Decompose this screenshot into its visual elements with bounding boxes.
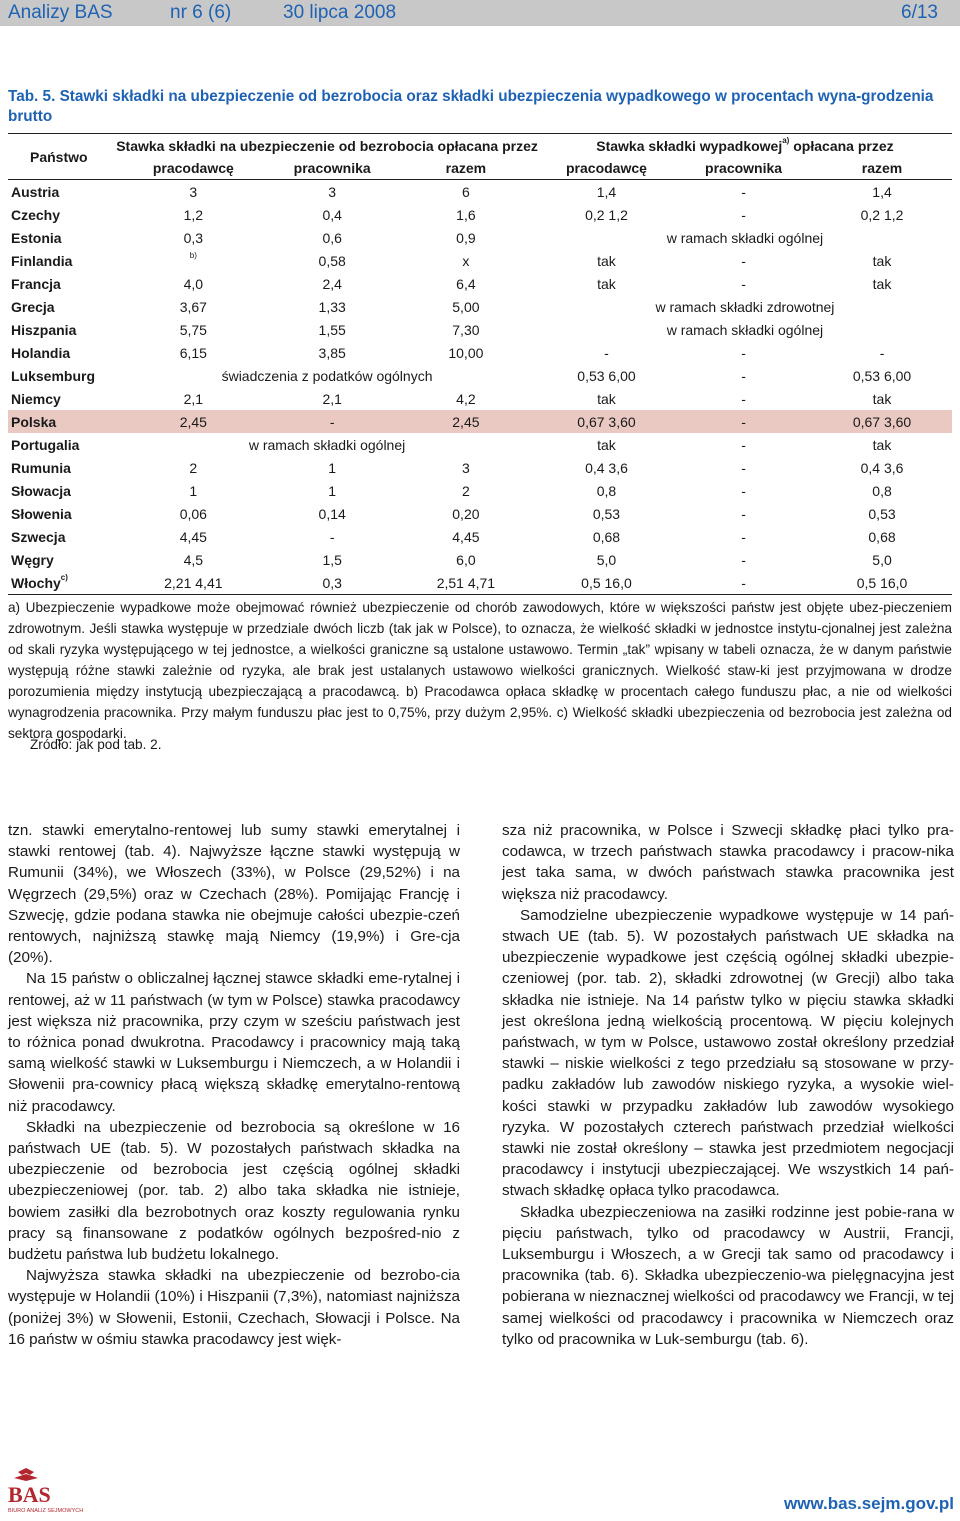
value-cell: 3,85: [318, 344, 346, 361]
value-cell: w ramach składki ogólnej: [666, 229, 824, 246]
table-row: [8, 456, 952, 479]
value-cell: -: [741, 505, 746, 522]
value-cell: 0,6: [322, 229, 342, 246]
value-cell: -: [741, 551, 746, 568]
value-cell: 1,2: [183, 206, 204, 223]
value-cell: 0,53: [868, 505, 896, 522]
value-cell: 0,5 16,0: [538, 571, 675, 595]
value-cell: -: [675, 410, 812, 433]
country-cell: Luksemburg: [11, 367, 96, 384]
table-row: [8, 571, 952, 595]
value-cell: -: [741, 183, 746, 200]
value-cell: 0,06: [179, 505, 207, 522]
country-cell: Grecja: [11, 298, 55, 315]
value-cell: 0,68: [868, 528, 896, 545]
value-cell: -: [741, 367, 746, 384]
value-cell: -: [329, 528, 335, 545]
group-accident-tail: opłacana przez: [789, 137, 894, 154]
value-cell: 5,00: [452, 298, 480, 315]
country-cell: Finlandia: [11, 252, 73, 269]
value-cell: -: [741, 482, 746, 499]
value-cell: 1,5: [322, 551, 342, 568]
value-cell: -: [604, 344, 609, 361]
value-cell: 0,4: [322, 206, 342, 223]
col-country-header: Państwo: [8, 134, 116, 180]
value-cell: 6,4: [456, 275, 476, 292]
value-cell: 1,4: [596, 183, 617, 200]
paragraph: tzn. stawki emerytalno-rentowej lub sumy stawki emerytalnej i stawki rentowej (tab. 4). Najwyższe łączne stawki występują w Rumunii (34%), we Włoszech (33%), w Polsce (29,52%) i na Węgrzech (29,5%) oraz w Czechach (28%). Pomijając Francję i Szwecję, gdzie podana stawka nie obejmuje całości ubezpie-czeń rentowych, najniższą stawkę mają Niemcy (19,9%) i Gre-cja (20%).: [8, 822, 460, 967]
value-cell: 0,2 1,2: [860, 206, 904, 223]
text-column-left: [8, 820, 460, 1350]
value-cell: 6,15: [179, 344, 207, 361]
value-cell: 2: [189, 459, 198, 476]
value-cell: 6,0: [456, 551, 476, 568]
table-row: [8, 548, 952, 571]
value-cell: 3: [328, 183, 337, 200]
value-cell: -: [270, 410, 393, 433]
value-cell: 0,20: [452, 505, 480, 522]
country-cell: Niemcy: [11, 390, 61, 407]
country-cell: Polska: [8, 410, 116, 433]
value-cell: -: [741, 528, 746, 545]
value-cell: 2,4: [322, 275, 342, 292]
footnote-mark: b): [189, 250, 197, 260]
table-row: [8, 341, 952, 364]
value-cell: 0,67 3,60: [538, 410, 675, 433]
value-cell: 0,14: [318, 505, 346, 522]
paragraph: Składka ubezpieczeniowa na zasiłki rodzinne jest pobie-rana w pięciu państwach, tylko od pracodawcy w Austrii, Francji, Luksemburgu i Włoszech, a w Grecji tak samo od pracodawcy i pracownika (tab. 6). Składka ubezpieczenio-wa pielęgnacyjna jest pobierana w nieznacznej wielkości od pracodawcy we Francji, w tej samej wielkości od pracodawcy i pracownika w Niemczech oraz tylko od pracownika w Luk-semburgu (tab. 6).: [502, 1203, 954, 1348]
header-page: 6/13: [901, 2, 938, 23]
value-cell: 0,67 3,60: [812, 410, 952, 433]
value-cell: 1,4: [872, 183, 892, 200]
value-cell: w ramach składki ogólnej: [666, 321, 824, 338]
country-name: Włochy: [11, 574, 61, 591]
table-row: [8, 318, 952, 341]
value-cell: w ramach składki zdrowotnej: [655, 298, 835, 315]
value-cell: x: [462, 252, 470, 269]
value-cell: 0,53 6,00: [852, 367, 912, 384]
sub-header: pracownika: [675, 157, 812, 180]
table-row: [8, 249, 952, 272]
value-cell: 2: [461, 482, 470, 499]
value-cell: 4,45: [452, 528, 480, 545]
paragraph: sza niż pracownika, w Polsce i Szwecji składkę płaci tylko pra-codawca, w trzech państwach stawka pracodawcy i pracow-nika jest taka sama, w dwóch państwach stawka pracownika jest większa niż pracodawcy.: [502, 822, 954, 903]
value-cell: 0,53 6,00: [577, 367, 636, 384]
value-cell: 5,0: [872, 551, 892, 568]
footer-url[interactable]: www.bas.sejm.gov.pl: [783, 1494, 954, 1513]
country-cell: Szwecja: [11, 528, 66, 545]
value-cell: tak: [872, 436, 892, 453]
value-cell: 0,58: [318, 252, 346, 269]
value-cell: 1: [328, 482, 337, 499]
country-cell: Czechy: [11, 206, 61, 223]
value-cell: -: [879, 344, 885, 361]
table-row: [8, 364, 952, 387]
table-source: Źródło: jak pod tab. 2.: [30, 737, 162, 752]
value-cell: 0,4 3,6: [585, 459, 628, 476]
value-cell: 0,68: [592, 528, 621, 545]
value-cell: -: [741, 275, 746, 292]
value-cell: w ramach składki ogólnej: [248, 436, 406, 453]
value-cell: tak: [597, 436, 616, 453]
sejm-eagle-icon: [4, 1466, 94, 1516]
value-cell: -: [741, 436, 746, 453]
value-cell: 3,67: [179, 298, 207, 315]
value-cell: tak: [597, 275, 616, 292]
country-cell: Słowacja: [11, 482, 71, 499]
table-row: [8, 272, 952, 295]
group-accident-header: [538, 134, 952, 158]
value-cell: 0,4 3,6: [860, 459, 904, 476]
value-cell: 2,51 4,71: [394, 571, 538, 595]
country-cell: Holandia: [11, 344, 71, 361]
table-row: [8, 410, 952, 433]
header-bar: [0, 0, 960, 26]
value-cell: -: [741, 206, 746, 223]
value-cell: 1,55: [318, 321, 346, 338]
value-cell: 0,3: [183, 229, 204, 246]
value-cell: 0,2 1,2: [585, 206, 628, 223]
country-cell: Hiszpania: [11, 321, 77, 338]
value-cell: 4,45: [179, 528, 207, 545]
value-cell: 5,75: [179, 321, 207, 338]
value-cell: 0,8: [872, 482, 892, 499]
sub-header: razem: [394, 157, 538, 180]
table-row: [8, 433, 952, 456]
value-cell: 0,9: [456, 229, 476, 246]
value-cell: 3: [461, 459, 470, 476]
value-cell: 10,00: [448, 344, 484, 361]
value-cell: 1: [328, 459, 337, 476]
value-cell: tak: [872, 275, 892, 292]
table-row: [8, 203, 952, 226]
value-cell: 5,0: [596, 551, 617, 568]
sub-header: razem: [812, 157, 952, 180]
value-cell: tak: [597, 252, 616, 269]
logo-text: BAS: [8, 1482, 51, 1507]
sub-header: pracodawcę: [538, 157, 675, 180]
table-row: [8, 387, 952, 410]
table-row: [8, 180, 952, 204]
logo-subtext: BIURO ANALIZ SEJMOWYCH: [8, 1508, 84, 1514]
value-cell: świadczenia z podatków ogólnych: [221, 367, 433, 384]
value-cell: 4,2: [456, 390, 476, 407]
value-cell: 3: [189, 183, 198, 200]
country-cell: Słowenia: [11, 505, 72, 522]
sub-header: pracownika: [270, 157, 393, 180]
group-unemployment-header: Stawka składki na ubezpieczenie od bezrobocia opłacana przez: [116, 134, 538, 158]
value-cell: 6: [461, 183, 470, 200]
value-cell: -: [741, 390, 746, 407]
value-cell: 0,3: [270, 571, 393, 595]
table-row: [8, 226, 952, 249]
value-cell: 4,5: [183, 551, 204, 568]
country-cell: Portugalia: [11, 436, 80, 453]
country-cell: Estonia: [11, 229, 62, 246]
value-cell: 7,30: [452, 321, 480, 338]
paragraph: Na 15 państw o obliczalnej łącznej stawce składki eme-rytalnej i rentowej, aż w 11 państwach (w tym w Polsce) stawka pracodawcy jest większa niż pracownika, przy czym w sześciu państwach jest to różnica ponad dwukrotna. Pracodawcy i pracownicy mają taką samą wielkość stawki w Luksemburgu i Niemczech, a w Holandii i Słowenii pra-cownicy płacą większą składkę emerytalno-rentową niż pracodawcy.: [8, 970, 460, 1115]
value-cell: 2,21 4,41: [116, 571, 270, 595]
value-cell: -: [741, 252, 746, 269]
table-row: [8, 295, 952, 318]
text-column-right: [502, 820, 954, 1350]
value-cell: 2,45: [116, 410, 270, 433]
header-issue: nr 6 (6): [170, 2, 232, 23]
value-cell: 1,6: [456, 206, 476, 223]
value-cell: 4,0: [183, 275, 204, 292]
group-accident-sup: a): [782, 135, 790, 145]
group-accident-label: Stawka składki wypadkowej: [596, 137, 783, 154]
header-date: 30 lipca 2008: [283, 2, 397, 23]
country-cell: [8, 571, 116, 595]
paragraph: Składki na ubezpieczenie od bezrobocia są określone w 16 państwach UE (tab. 5). W pozostałych państwach składka na ubezpieczenie od bezrobocia jest częścią ogólnej składki ubezpieczeniowej (por. tab. 2) albo taka składka nie istnieje, bowiem zasiłki dla bezrobotnych oraz koszty regulowania rynku pracy są finansowane z podatków ogólnych bezpośred-nio z budżetu państwa lub budżetu lokalnego.: [8, 1118, 460, 1264]
value-cell: -: [741, 344, 746, 361]
value-cell: tak: [872, 252, 892, 269]
value-cell: -: [741, 459, 746, 476]
table-row: [8, 479, 952, 502]
value-cell: 0,5 16,0: [812, 571, 952, 595]
value-cell: 0,53: [592, 505, 621, 522]
value-cell: 1: [189, 482, 198, 499]
table-notes: a) Ubezpieczenie wypadkowe może obejmować również ubezpieczenie od chorób zawodowych, które w większości państw jest objęte ubez-pieczeniem zdrowotnym. Jeśli stawka występuje w przedziale dwóch liczb (tak jak w Polsce), to oznacza, że wielkość składki w jednostce instytu-cjonalnej jest zależna od skali ryzyka występującego w tej jednostce, a wielkości graniczne są ustalone ustawowo. Termin „tak” wpisany w tabeli oznacza, że w danym państwie występują różne stawki zależnie od ryzyka, ale brak jest ustalanych ustawowo wielkości granicznych. Wielkość staw-ki jest przyjmowana w drodze porozumienia między instytucją ubezpieczającą a pracodawcą. b) Pracodawca opłaca składkę w procentach całego funduszu płac, a nie od wielkości wynagrodzenia pracownika. Przy małym funduszu płac jest to 0,75%, przy dużym 2,95%. c) Wielkość składki ubezpieczenia od bezrobocia jest zależna od sektora gospodarki.: [8, 600, 952, 741]
value-cell: -: [675, 571, 812, 595]
value-cell: tak: [597, 390, 616, 407]
value-cell: 2,45: [394, 410, 538, 433]
country-cell: Austria: [11, 183, 60, 200]
value-cell: tak: [872, 390, 892, 407]
country-cell: Węgry: [11, 551, 54, 568]
value-cell: 1,33: [318, 298, 346, 315]
country-cell: Rumunia: [11, 459, 71, 476]
sub-header: pracodawcę: [116, 157, 270, 180]
bas-logo: [4, 1466, 94, 1516]
footnote-mark: c): [60, 572, 68, 582]
contribution-table: [8, 133, 952, 595]
value-cell: [116, 249, 270, 272]
paragraph: Samodzielne ubezpieczenie wypadkowe występuje w 14 pań-stwach UE (tab. 5). W pozostałych państwach UE składka na ubezpieczenie wypadkowe jest częścią ogólnej składki ubezpie-czeniowej (por. tab. 2), składki zdrowotnej (w Grecji) albo taka składka nie istnieje. Na 14 państw tylko w pięciu stawka składki jest określona jedną wielkością procentową. W pięciu kolejnych państwach, w tym w Polsce, ustawowo został określony przedział stawki – niskie wielkości z tego przedziału są stosowane w przy-padku zakładów lub zawodów niskiego ryzyka, a wysokie wiel-kości stawki w przypadku zakładów lub zawodów wysokiego ryzyka. W pozostałych czterech państwach przedział wielkości stawki nie został określony – stawka jest przedmiotem negocjacji pracodawcy i instytucji ubezpieczającej. We wszystkich 14 pań-stwach składkę opłaca tylko pracodawca.: [502, 906, 954, 1200]
table-caption: Tab. 5. Stawki składki na ubezpieczenie od bezrobocia oraz składki ubezpieczenia wypadkowego w procentach wyna-grodzenia brutto: [8, 88, 934, 125]
value-cell: 0,8: [596, 482, 617, 499]
value-cell: 2,1: [183, 390, 204, 407]
table-row: [8, 502, 952, 525]
table-row: [8, 525, 952, 548]
header-series: Analizy BAS: [8, 2, 113, 23]
paragraph: Najwyższa stawka składki na ubezpieczenie od bezrobo-cia występuje w Holandii (10%) i Hiszpanii (7,3%), natomiast najniższa (poniżej 3%) w Słowenii, Estonii, Czechach, Słowacji i Polsce. Na 16 państw w ośmiu stawka pracodawcy jest więk-: [8, 1267, 460, 1348]
country-cell: Francja: [11, 275, 61, 292]
value-cell: 2,1: [322, 390, 342, 407]
